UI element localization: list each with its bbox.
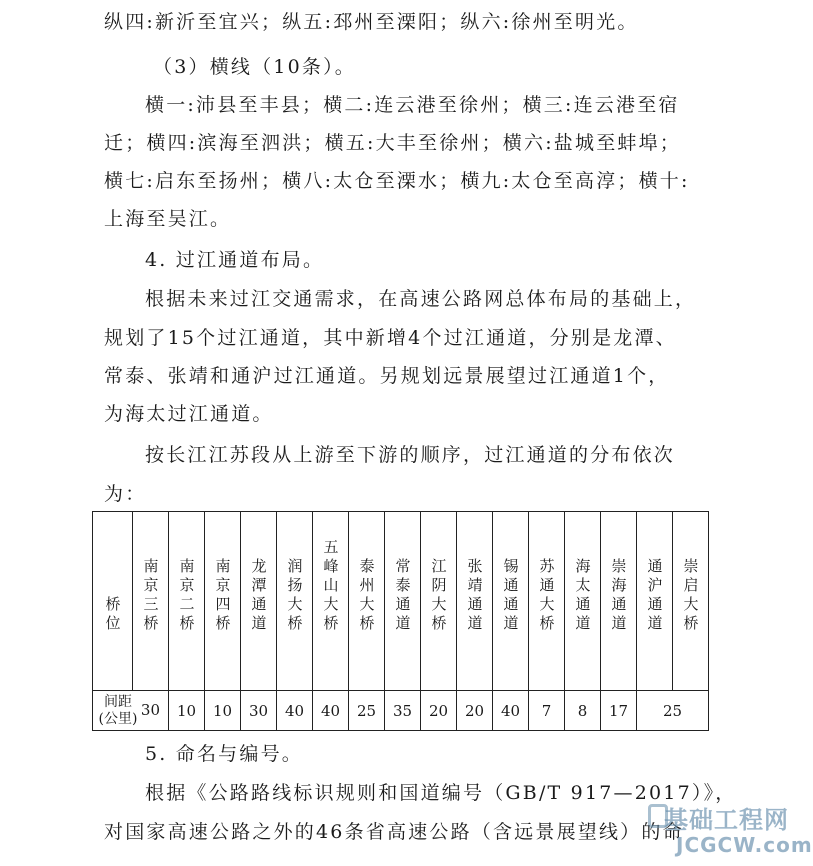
paragraph-horizontal-line-3: 横七:启东至扬州；横八:太仓至溧水；横九:太仓至高淳；横十:: [104, 170, 690, 192]
bridge-cell: [133, 512, 169, 691]
paragraph-naming-line-2: 对国家高速公路之外的46条省高速公路（含远景展望线）的命: [104, 821, 684, 843]
distance-cell: [565, 691, 601, 731]
distance-cell: [277, 691, 313, 731]
paragraph-naming-line-1: 根据《公路路线标识规则和国道编号（GB/T 917—2017）》，: [145, 782, 737, 804]
paragraph-horizontal-line-4: 上海至吴江。: [104, 208, 232, 230]
paragraph-crossing-line-3: 常泰、张靖和通沪过江通道。另规划远景展望过江通道1个，: [104, 365, 670, 387]
distance-cell: [637, 691, 709, 731]
heading-river-crossing: 4. 过江通道布局。: [145, 249, 325, 271]
distance-cell: [601, 691, 637, 731]
heading-horizontal-lines: （3）横线（10条）。: [153, 56, 356, 78]
distance-cell: [457, 691, 493, 731]
bridge-cell: [673, 512, 709, 691]
paragraph-crossing-line-4: 为海太过江通道。: [104, 403, 274, 425]
bridge-cell: [493, 512, 529, 691]
distance-cell: [349, 691, 385, 731]
bridge-name: 崇海通道: [609, 558, 628, 634]
paragraph-crossing-line-2: 规划了15个过江通道，其中新增4个过江通道，分别是龙潭、: [104, 327, 677, 349]
paragraph-horizontal-line-1: 横一:沛县至丰县；横二:连云港至徐州；横三:连云港至宿: [145, 94, 680, 116]
distance-cell: [205, 691, 241, 731]
bridge-name: 泰州大桥: [357, 558, 376, 634]
bridge-name: 五峰山大桥: [321, 539, 340, 634]
distance-unit: (公里): [98, 710, 138, 727]
bridge-cell: [277, 512, 313, 691]
distance-value: 30: [248, 701, 269, 720]
distance-cell: [169, 691, 205, 731]
distance-cell: [493, 691, 529, 731]
bridge-cell: [205, 512, 241, 691]
bridge-name: 南京四桥: [213, 558, 232, 634]
bridge-cell: [565, 512, 601, 691]
distance-value: 40: [500, 701, 521, 720]
bridge-cell: [241, 512, 277, 691]
distance-value: 30: [140, 701, 160, 719]
paragraph-horizontal-line-2: 迁；横四:滨海至泗洪；横五:大丰至徐州；横六:盐城至蚌埠；: [104, 132, 682, 154]
bridge-name: 锡通通道: [501, 558, 520, 634]
distance-value: 8: [577, 701, 588, 720]
bridge-cell: [385, 512, 421, 691]
bridge-name: 通沪通道: [645, 558, 664, 634]
distance-cell: [529, 691, 565, 731]
distance-value: 10: [212, 701, 233, 720]
distance-value: 20: [428, 701, 449, 720]
paragraph-crossing-line-1: 根据未来过江交通需求，在高速公路网总体布局的基础上，: [145, 288, 697, 310]
bridge-name: 崇启大桥: [681, 558, 700, 634]
distance-value: 25: [356, 701, 377, 720]
distance-cell: [421, 691, 457, 731]
bridge-cell: [421, 512, 457, 691]
bridge-cell: [457, 512, 493, 691]
distance-row: [93, 691, 709, 731]
distance-label: 间距: [104, 693, 132, 710]
bridge-name: 龙潭通道: [249, 558, 268, 634]
bridge-header-cell: [93, 512, 133, 691]
watermark-logo: 基础工程网: [664, 806, 789, 834]
bridge-table: [92, 511, 709, 731]
bridge-cell: [313, 512, 349, 691]
bridge-cell: [169, 512, 205, 691]
heading-naming-numbering: 5. 命名与编号。: [145, 743, 303, 765]
paragraph-order-line-1: 按长江江苏段从上游至下游的顺序，过江通道的分布依次: [145, 444, 676, 466]
watermark-site: JCGCW.com: [676, 833, 813, 857]
bridge-name: 江阴大桥: [429, 558, 448, 634]
bridge-header-label: 桥位: [103, 596, 122, 634]
distance-cell: [385, 691, 421, 731]
distance-value: 40: [284, 701, 305, 720]
distance-value: 20: [464, 701, 485, 720]
bridge-name: 海太通道: [573, 558, 592, 634]
distance-value: 25: [662, 701, 683, 720]
distance-cell: [241, 691, 277, 731]
bridge-name: 苏通大桥: [537, 558, 556, 634]
bridge-name: 润扬大桥: [285, 558, 304, 634]
distance-cell: [313, 691, 349, 731]
bridge-cell: [601, 512, 637, 691]
bridge-name: 张靖通道: [465, 558, 484, 634]
bridge-name: 常泰通道: [393, 558, 412, 634]
distance-label-cell: [93, 691, 169, 731]
bridge-name: 南京三桥: [141, 558, 160, 634]
distance-value: 35: [392, 701, 413, 720]
bridge-cell: [637, 512, 673, 691]
paragraph-order-line-2: 为：: [104, 483, 147, 505]
distance-value: 17: [608, 701, 629, 720]
distance-value: 40: [320, 701, 341, 720]
bridge-cell: [529, 512, 565, 691]
bridge-names-row: [93, 512, 709, 691]
paragraph-vertical-lines-end: 纵四:新沂至宜兴；纵五:邳州至溧阳；纵六:徐州至明光。: [104, 11, 639, 33]
bridge-cell: [349, 512, 385, 691]
distance-value: 7: [541, 701, 552, 720]
distance-value: 10: [176, 701, 197, 720]
bridge-name: 南京二桥: [177, 558, 196, 634]
